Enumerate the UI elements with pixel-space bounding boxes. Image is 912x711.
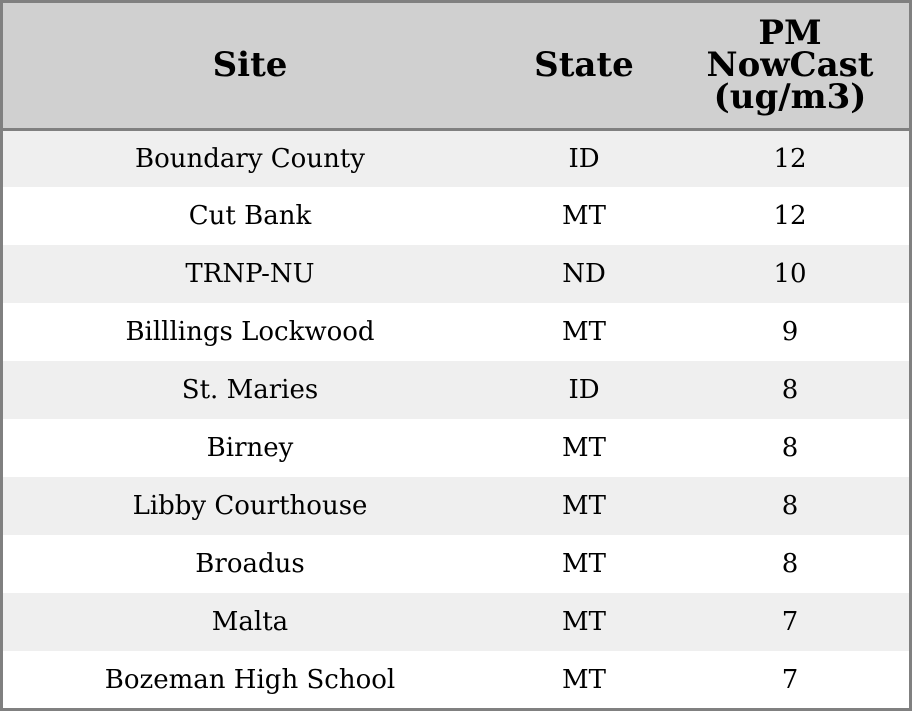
cell-site: Birney <box>206 433 294 463</box>
cell-pm: 8 <box>781 491 799 521</box>
table-row <box>3 129 909 187</box>
table-row <box>3 651 909 709</box>
cell-state: MT <box>562 549 606 579</box>
header-row <box>3 3 909 129</box>
table-row <box>3 187 909 245</box>
cell-site: TRNP-NU <box>185 259 315 289</box>
table-row <box>3 593 909 651</box>
table-row <box>3 361 909 419</box>
cell-pm: 7 <box>781 607 799 637</box>
cell-state: MT <box>562 317 606 347</box>
pm-nowcast-table <box>3 3 909 709</box>
cell-state: ND <box>562 259 606 289</box>
cell-state: MT <box>562 491 606 521</box>
cell-state: MT <box>562 433 606 463</box>
header-pm-line-1: PM <box>758 13 822 54</box>
table-row <box>3 245 909 303</box>
cell-pm: 12 <box>773 201 807 231</box>
cell-site: Libby Courthouse <box>132 491 368 521</box>
cell-state: MT <box>562 607 606 637</box>
cell-pm: 7 <box>781 665 799 695</box>
table-row <box>3 419 909 477</box>
cell-state: MT <box>562 665 606 695</box>
table-row <box>3 535 909 593</box>
cell-pm: 8 <box>781 549 799 579</box>
header-pm-nowcast <box>671 3 909 129</box>
header-pm-line-3: (ug/m3) <box>713 77 867 118</box>
cell-state: ID <box>568 375 600 405</box>
cell-site: St. Maries <box>181 375 319 405</box>
cell-state: MT <box>562 201 606 231</box>
cell-pm: 8 <box>781 433 799 463</box>
cell-site: Billlings Lockwood <box>125 317 375 347</box>
cell-site: Cut Bank <box>188 201 312 231</box>
table-row <box>3 303 909 361</box>
cell-site: Bozeman High School <box>104 665 396 695</box>
header-pm-line-2: NowCast <box>706 45 874 86</box>
table-header <box>3 3 909 129</box>
cell-site: Malta <box>211 607 289 637</box>
cell-pm: 10 <box>773 259 807 289</box>
cell-site: Boundary County <box>135 143 365 174</box>
cell-pm: 12 <box>773 143 807 174</box>
cell-pm: 8 <box>781 375 799 405</box>
cell-state: ID <box>568 143 600 174</box>
table-row <box>3 477 909 535</box>
cell-pm: 9 <box>781 317 799 347</box>
header-state: State <box>497 3 671 129</box>
header-site: Site <box>3 3 497 129</box>
table-body <box>3 129 909 709</box>
cell-site: Broadus <box>195 549 305 579</box>
